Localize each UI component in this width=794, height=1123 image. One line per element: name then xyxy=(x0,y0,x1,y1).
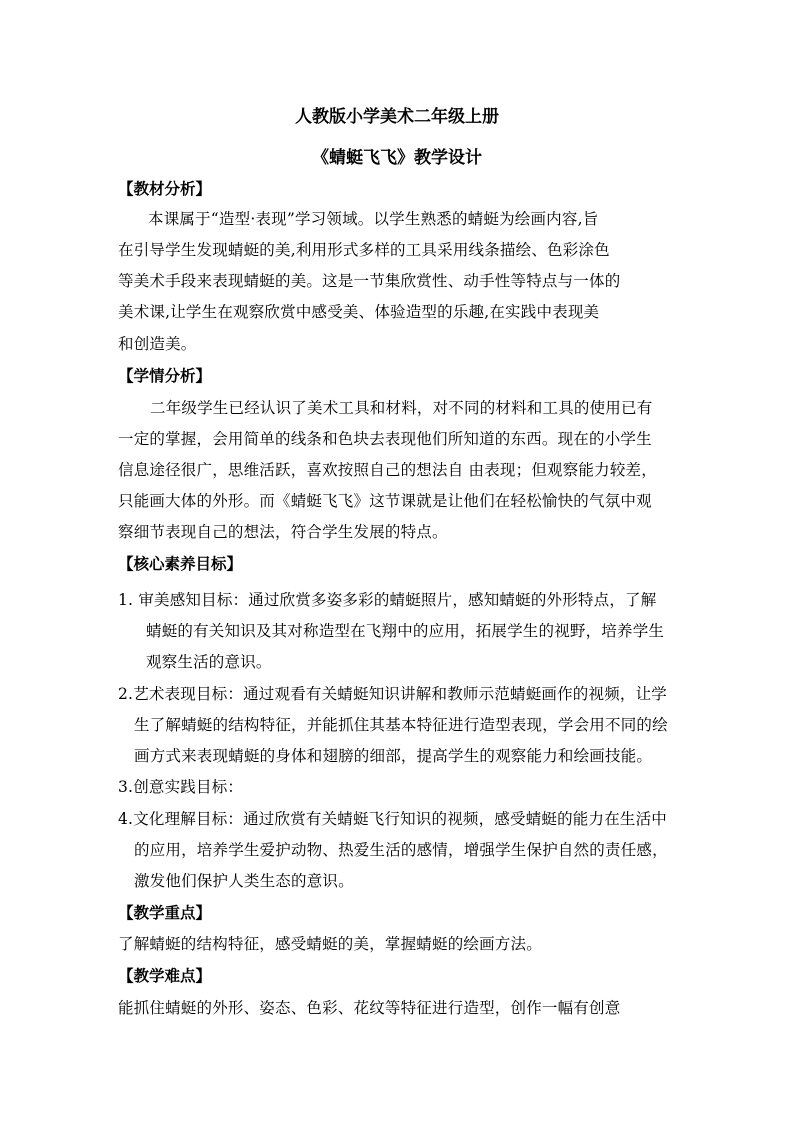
list-item-line: 蜻蜓的有关知识及其对称造型在飞翔中的应用，拓展学生的视野，培养学生 xyxy=(146,622,665,640)
list-item-line: 3.创意实践目标： xyxy=(118,778,244,796)
paragraph-line: 能抓住蜻蜓的外形、姿态、色彩、花纹等特征进行造型，创作一幅有创意 xyxy=(118,999,621,1017)
list-item-line: 观察生活的意识。 xyxy=(146,653,272,671)
list-item-line: 的应用，培养学生爱护动物、热爱生活的感情，增强学生保护自然的责任感， xyxy=(134,841,668,859)
paragraph-line: 等美术手段来表现蜻蜓的美。这是一节集欣赏性、动手性等特点与一体的 xyxy=(118,272,621,290)
paragraph-line: 和创造美。 xyxy=(118,335,197,353)
document-title: 人教版小学美术二年级上册 xyxy=(295,107,499,127)
paragraph-line: 察细节表现自己的想法，符合学生发展的特点。 xyxy=(118,523,448,541)
section-heading-core-literacy-goals: 【核心素养目标】 xyxy=(118,554,243,573)
paragraph-line: 一定的掌握，会用简单的线条和色块去表现他们所知道的东西。现在的小学生 xyxy=(118,430,652,448)
paragraph-line: 了解蜻蜓的结构特征，感受蜻蜓的美，掌握蜻蜓的绘画方法。 xyxy=(118,935,542,953)
paragraph-line: 信息途径很广，思维活跃，喜欢按照自己的想法自 由表现；但观察能力较差， xyxy=(118,461,657,479)
section-heading-textbook-analysis: 【教材分析】 xyxy=(118,179,212,198)
list-item-line: 画方式来表现蜻蜓的身体和翅膀的细部，提高学生的观察能力和绘画技能。 xyxy=(134,747,653,765)
document-subtitle: 《蜻蜓飞飞》教学设计 xyxy=(312,148,482,168)
paragraph-line: 在引导学生发现蜻蜓的美,利用形式多样的工具采用线条描绘、色彩涂色 xyxy=(118,241,610,259)
list-item-line: 2.艺术表现目标：通过观看有关蜻蜓知识讲解和教师示范蜻蜓画作的视频，让学 xyxy=(118,685,667,703)
list-item-line: 1. 审美感知目标：通过欣赏多姿多彩的蜻蜓照片，感知蜻蜓的外形特点，了解 xyxy=(118,591,657,609)
paragraph-line: 美术课,让学生在观察欣赏中感受美、体验造型的乐趣,在实践中表现美 xyxy=(118,303,600,321)
paragraph-line: 只能画大体的外形。而《蜻蜓飞飞》这节课就是让他们在轻松愉快的气氛中观 xyxy=(118,492,652,510)
section-heading-student-analysis: 【学情分析】 xyxy=(118,366,212,385)
section-heading-teaching-difficulty: 【教学难点】 xyxy=(118,966,212,985)
list-item-line: 激发他们保护人类生态的意识。 xyxy=(134,872,354,890)
section-heading-teaching-focus: 【教学重点】 xyxy=(118,903,212,922)
paragraph-line: 二年级学生已经认识了美术工具和材料，对不同的材料和工具的使用已有 xyxy=(150,399,653,417)
paragraph-line: 本课属于“造型·表现”学习领域。以学生熟悉的蜻蜓为绘画内容,旨 xyxy=(148,210,599,228)
list-item-line: 生了解蜻蜓的结构特征，并能抓住其基本特征进行造型表现，学会用不同的绘 xyxy=(134,716,668,734)
list-item-line: 4.文化理解目标：通过欣赏有关蜻蜓飞行知识的视频，感受蜻蜓的能力在生活中 xyxy=(118,810,667,828)
